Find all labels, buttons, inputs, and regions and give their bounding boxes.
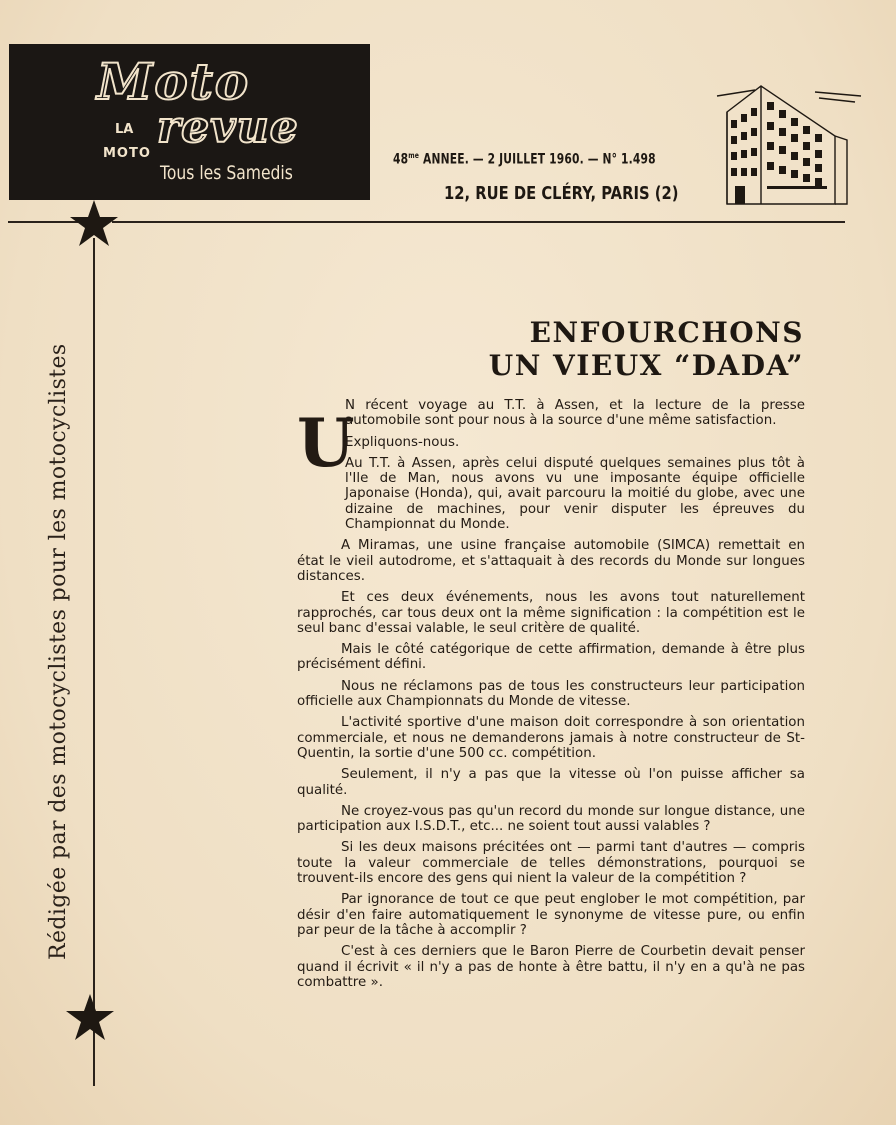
star-ornament-icon [64, 992, 116, 1044]
star-ornament-icon [68, 198, 120, 250]
address: 12, RUE DE CLÉRY, PARIS (2) [444, 183, 679, 204]
top-divider [112, 221, 845, 223]
headline-line-2: UN VIEUX “DADA” [488, 349, 804, 382]
side-label: Rédigée par des motocyclistes pour les motocyclistes [46, 343, 71, 960]
headline-line-1: ENFOURCHONS [529, 316, 804, 349]
article-paragraph: Ne croyez-vous pas qu'un record du monde sur longue distance, une participation aux I.S.D.T., etc... ne soient tout aussi valables ? [297, 803, 805, 835]
logo-moto: Moto [97, 52, 251, 111]
article-paragraph: Et ces deux événements, nous les avons tout naturellement rapprochés, car tous deux ont la même signification : la compétition est le seul banc d'essai valable, le seul critère de qualité. [297, 590, 805, 636]
article-paragraph: Si les deux maisons précitées ont — parmi tant d'autres — compris toute la valeur commerciale de telles démonstrations, pourquoi se trouvent-ils encore des gens qui nient la valeur de la compétition ? [297, 840, 805, 887]
article-paragraph: Expliquons-nous. [345, 434, 460, 450]
article-paragraph: A Miramas, une usine française automobile (SIMCA) remettait en état le vieil autodrome, et s'attaquait à des records du Monde sur longues distances. [297, 538, 805, 584]
logo-la: LA [115, 122, 134, 137]
drop-cap: U [297, 404, 355, 482]
issue-line [393, 151, 656, 168]
article-headline [489, 316, 804, 382]
issue-year: 48 [393, 151, 409, 168]
logo-revue: revue [157, 102, 299, 153]
issue-details: ANNEE. — 2 JUILLET 1960. — N° 1.498 [419, 151, 656, 168]
article-paragraph: Au T.T. à Assen, après celui disputé quelques semaines plus tôt à l'Ile de Man, nous avons vu une imposante équipe officielle Japonaise (Honda), qui, avait parcouru la moitié du globe, avec une dizaine de machines, pour venir disputer les épreuves du Championnat du Monde. [345, 455, 805, 533]
building-illustration [715, 82, 863, 206]
side-divider [93, 238, 95, 1086]
article-paragraph: C'est à ces derniers que le Baron Pierre de Courbetin devait penser quand il écrivit « il n'y a pas de honte à être battu, il n'y en a qu'à ne pas combattre ». [297, 944, 805, 990]
article-paragraph: Mais le côté catégorique de cette affirmation, demande à être plus précisément défini. [297, 642, 805, 673]
article-paragraph: Seulement, il n'y a pas que la vitesse où l'on puisse afficher sa qualité. [297, 767, 805, 798]
masthead-logo-block [9, 44, 370, 200]
article-body [297, 398, 805, 996]
issue-year-suffix: me [408, 151, 420, 160]
logo-moto-small: MOTO [103, 146, 151, 161]
tagline: Tous les Samedis [160, 162, 293, 184]
article-paragraph: N récent voyage au T.T. à Assen, et la lecture de la presse automobile sont pour nous à la source d'une même satisfaction. [345, 398, 805, 429]
article-paragraph: Par ignorance de tout ce que peut englober le mot compétition, par désir d'en faire automatiquement le synonyme de vitesse pure, ou enfin par peur de la tâche à accomplir ? [297, 892, 805, 938]
article-paragraph: Nous ne réclamons pas de tous les constructeurs leur participation officielle aux Championnats du Monde de vitesse. [297, 678, 805, 710]
article-paragraph: L'activité sportive d'une maison doit correspondre à son orientation commerciale, et nous ne demanderons jamais à notre constructeur de St-Quentin, la sortie d'une 500 cc. compétition. [297, 715, 805, 761]
